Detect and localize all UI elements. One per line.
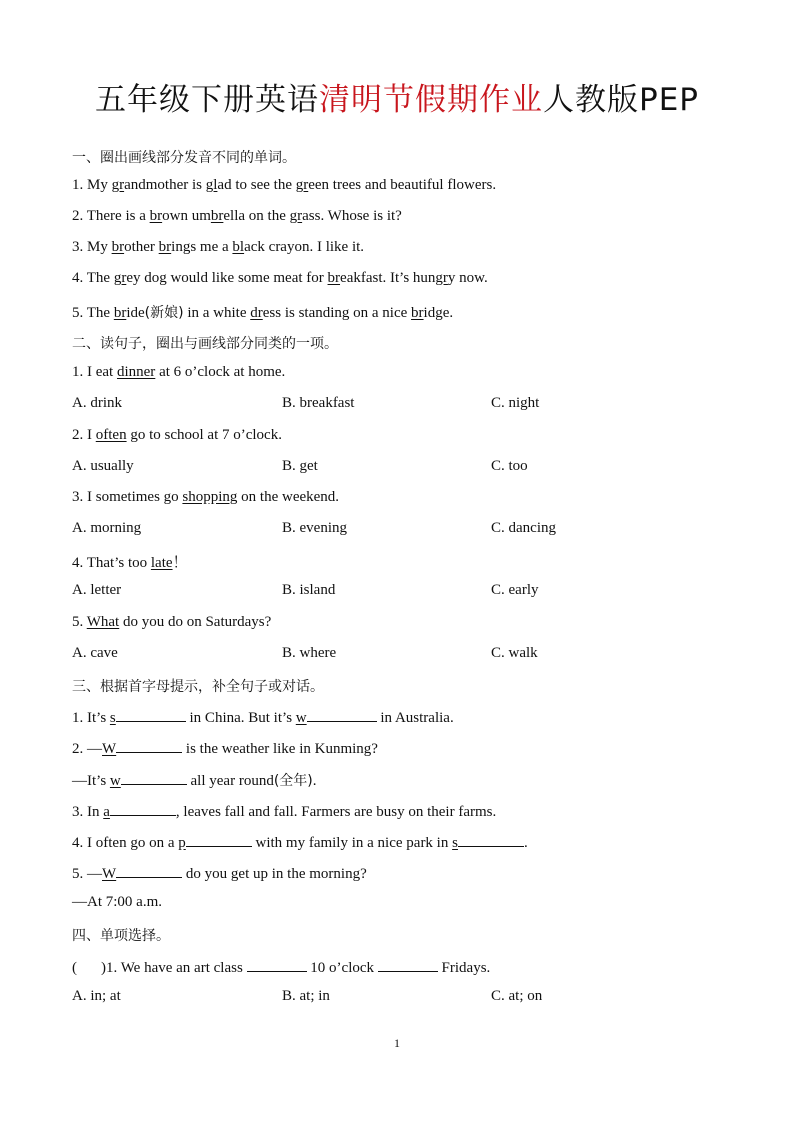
s1-question-1: 1. My grandmother is glad to see the green trees and beautiful flowers. — [72, 177, 497, 193]
section2-heading: 二、读句子，圈出与画线部分同类的一项。 — [72, 336, 338, 352]
s4-q1-option-c: C. at; on — [491, 988, 543, 1004]
s3-question-5: 5. —W do you get up in the morning? — [72, 863, 367, 883]
page-number: 1 — [394, 1036, 400, 1050]
s3-question-3: 3. In a , leaves fall and fall. Farmers are busy on their farms. — [72, 801, 496, 821]
s2-question-1: 1. I eat dinner at 6 o’clock at home. — [72, 364, 286, 380]
s3-question-2: 2. —W is the weather like in Kunming? — [72, 738, 378, 758]
s2-q1-option-b: B. breakfast — [282, 395, 355, 411]
s3-question-1: 1. It’s s in China. But it’s w in Australia. — [72, 707, 454, 727]
answer-blank[interactable] — [110, 801, 176, 816]
s4-question-1: ( )1. We have an art class 10 o’clock Fridays. — [72, 957, 490, 977]
section3-heading: 三、根据首字母提示，补全句子或对话。 — [72, 679, 324, 695]
s2-question-4: 4. That’s too late！ — [72, 555, 188, 571]
answer-blank[interactable] — [247, 957, 307, 972]
s2-q4-option-c: C. early — [491, 582, 539, 598]
s2-q3-option-b: B. evening — [282, 520, 347, 536]
section1-heading: 一、圈出画线部分发音不同的单词。 — [72, 150, 296, 166]
s2-q2-option-b: B. get — [282, 458, 318, 474]
s3-question-4: 4. I often go on a p with my family in a nice park in s . — [72, 832, 528, 852]
answer-blank[interactable] — [186, 832, 252, 847]
s1-question-3: 3. My brother brings me a black crayon. I like it. — [72, 239, 365, 255]
s2-q5-option-c: C. walk — [491, 645, 538, 661]
s2-question-3: 3. I sometimes go shopping on the weekend. — [72, 489, 340, 505]
title-part3: 人教版 — [543, 82, 639, 118]
s2-q2-option-a: A. usually — [72, 458, 134, 474]
s2-question-2: 2. I often go to school at 7 o’clock. — [72, 427, 282, 443]
s2-question-5: 5. What do you do on Saturdays? — [72, 614, 272, 630]
answer-blank[interactable] — [116, 738, 182, 753]
answer-blank[interactable] — [307, 707, 377, 722]
s4-q1-option-a: A. in; at — [72, 988, 121, 1004]
s2-q5-option-b: B. where — [282, 645, 337, 661]
answer-blank[interactable] — [378, 957, 438, 972]
s2-q4-option-b: B. island — [282, 582, 336, 598]
s3-question-2-reply: —It’s w all year round(全年). — [72, 770, 317, 790]
s4-q1-option-b: B. at; in — [282, 988, 330, 1004]
section4-heading: 四、单项选择。 — [72, 928, 170, 944]
answer-blank[interactable] — [116, 707, 186, 722]
answer-blank[interactable] — [116, 863, 182, 878]
title-holiday: 清明节假期作业 — [319, 82, 543, 118]
s1-question-2: 2. There is a brown umbrella on the grass. Whose is it? — [72, 208, 402, 224]
s3-question-5-reply: —At 7:00 a.m. — [72, 894, 162, 910]
title-pep: PEP — [639, 82, 699, 118]
s2-q3-option-a: A. morning — [72, 520, 142, 536]
answer-blank[interactable] — [458, 832, 524, 847]
page-title — [0, 74, 794, 119]
s2-q2-option-c: C. too — [491, 458, 528, 474]
s1-question-5: 5. The bride(新娘) in a white dress is standing on a nice bridge. — [72, 305, 454, 321]
s2-q4-option-a: A. letter — [72, 582, 122, 598]
title-part1: 五年级下册英语 — [95, 82, 319, 118]
s2-q3-option-c: C. dancing — [491, 520, 556, 536]
s2-q5-option-a: A. cave — [72, 645, 118, 661]
s2-q1-option-c: C. night — [491, 395, 540, 411]
s1-question-4: 4. The grey dog would like some meat for breakfast. It’s hungry now. — [72, 270, 488, 286]
answer-blank[interactable] — [121, 770, 187, 785]
s2-q1-option-a: A. drink — [72, 395, 122, 411]
